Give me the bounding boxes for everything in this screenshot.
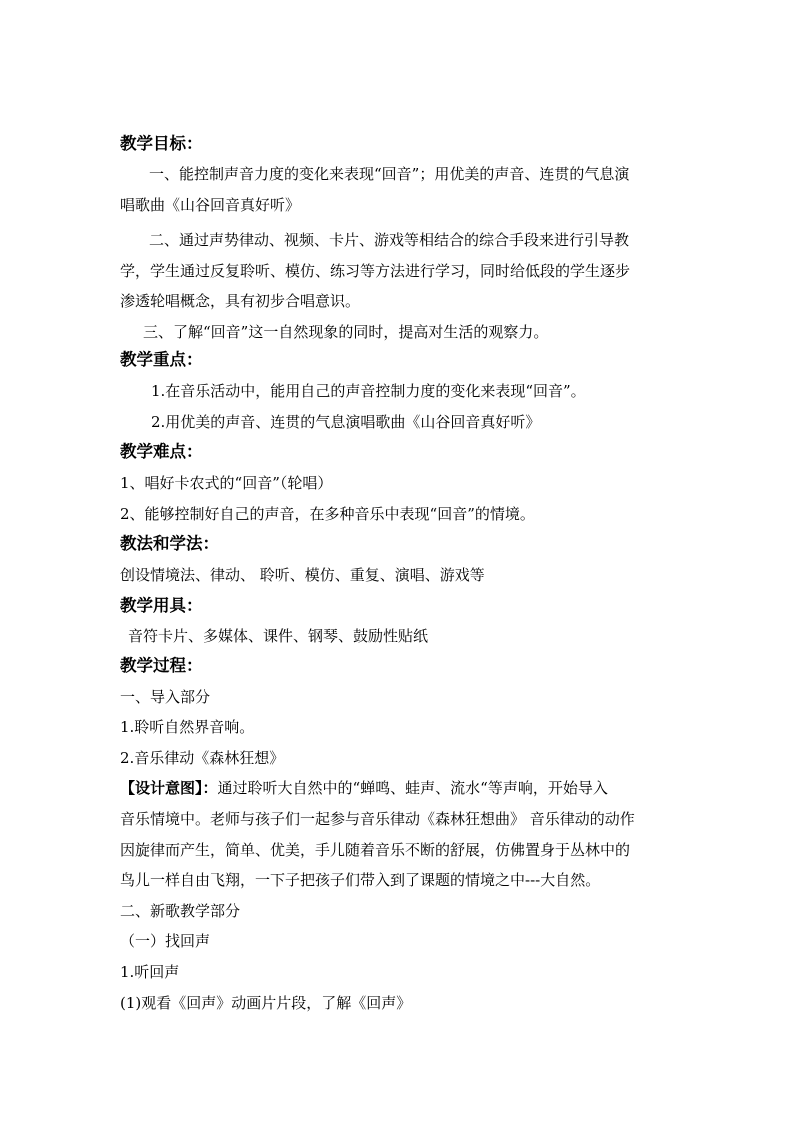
part-2-item-1: 1.听回声	[120, 963, 180, 981]
difficulty-2: 2、能够控制好自己的声音，在多种音乐中表现“回音”的情境。	[120, 505, 535, 523]
key-point-2: 2.用优美的声音、连贯的气息演唱歌曲《山谷回音真好听》	[151, 413, 541, 431]
goal-2-line-2: 学，学生通过反复聆听、模仿、练习等方法进行学习，同时给低段的学生逐步	[120, 262, 631, 280]
design-intent-line-3: 因旋律而产生，简单、优美，手儿随着音乐不断的舒展，仿佛置身于丛林中的	[120, 841, 631, 859]
goal-2-line-3: 渗透轮唱概念，具有初步合唱意识。	[120, 292, 361, 310]
part-1-title: 一、导入部分	[120, 688, 211, 706]
goals-heading: 教学目标：	[120, 134, 203, 153]
design-intent-line-4: 鸟儿一样自由飞翔，一下子把孩子们带入到了课题的情境之中---大自然。	[120, 871, 601, 889]
part-2-sub-1: （一）找回声	[120, 932, 211, 950]
design-intent-text-1: 通过聆听大自然中的“蝉鸣、蛙声、流水“等声响，开始导入	[217, 779, 608, 797]
difficulties-heading: 教学难点：	[120, 442, 203, 461]
goal-1-line-2: 唱歌曲《山谷回音真好听》	[120, 196, 301, 214]
goal-3: 三、了解“回音”这一自然现象的同时，提高对生活的观察力。	[143, 323, 549, 341]
design-intent-line-2: 音乐情境中。老师与孩子们一起参与音乐律动《森林狂想曲》 音乐律动的动作	[120, 810, 635, 828]
key-points-heading: 教学重点：	[120, 350, 203, 369]
process-heading: 教学过程：	[120, 656, 203, 675]
goal-1-line-1: 一、能控制声音力度的变化来表现“回音”；用优美的声音、连贯的气息演	[149, 165, 630, 183]
design-intent-label: 【设计意图】：	[120, 779, 218, 797]
part-1-item-2: 2.音乐律动《森林狂想》	[120, 749, 285, 767]
part-1-item-1: 1.聆听自然界音响。	[120, 718, 255, 736]
methods-text: 创设情境法、律动、 聆听、模仿、重复、演唱、游戏等	[120, 566, 485, 584]
methods-heading: 教法和学法：	[120, 534, 219, 553]
part-2-title: 二、新歌教学部分	[120, 902, 241, 920]
goal-2-line-1: 二、通过声势律动、视频、卡片、游戏等相结合的综合手段来进行引导教	[149, 231, 630, 249]
key-point-1: 1.在音乐活动中，能用自己的声音控制力度的变化来表现“回音”。	[151, 382, 586, 400]
tools-text: 音符卡片、多媒体、课件、钢琴、鼓励性贴纸	[128, 627, 429, 645]
part-2-item-1-1: (1)观看《回声》动画片片段，了解《回声》	[120, 994, 412, 1012]
design-intent-line-1	[120, 778, 608, 798]
difficulty-1: 1、唱好卡农式的“回音”（轮唱）	[120, 474, 333, 492]
tools-heading: 教学用具：	[120, 596, 203, 615]
